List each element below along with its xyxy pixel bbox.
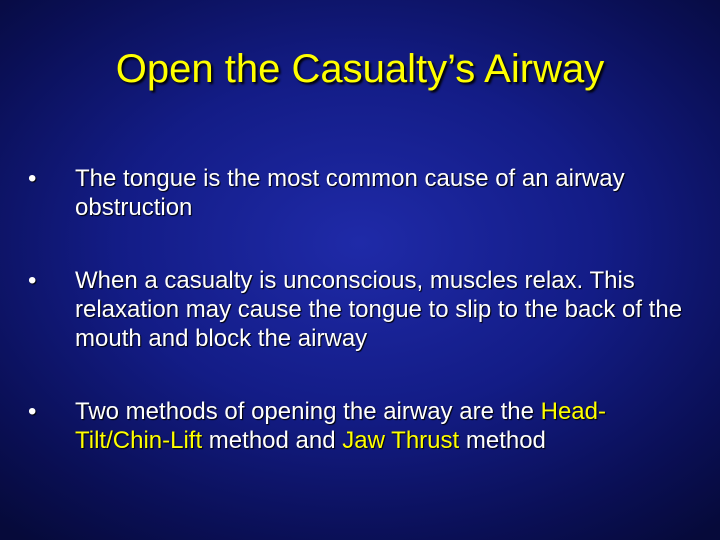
bullet-icon: • <box>28 398 37 425</box>
bullet-icon: • <box>28 267 37 294</box>
jaw-thrust-term: Jaw Thrust <box>342 427 460 454</box>
bullet-text-part: method <box>459 427 546 454</box>
bullet-text: The tongue is the most common cause of an airway obstruction <box>75 165 625 221</box>
bullet-list <box>28 164 698 455</box>
bullet-item <box>28 397 698 455</box>
bullet-text-part: method and <box>202 427 343 454</box>
bullet-text-part: Two methods of opening the airway are the <box>75 398 541 425</box>
head-tilt-chin-lift-term: Head-Tilt/Chin-Lift <box>75 398 606 454</box>
bullet-icon: • <box>28 165 37 192</box>
bullet-text: When a casualty is unconscious, muscles relax. This relaxation may cause the tongue to slip to the back of the mouth and block the airway <box>75 267 683 352</box>
bullet-item <box>28 266 698 353</box>
bullet-item <box>28 164 698 222</box>
slide-title: Open the Casualty’s Airway <box>115 47 605 91</box>
